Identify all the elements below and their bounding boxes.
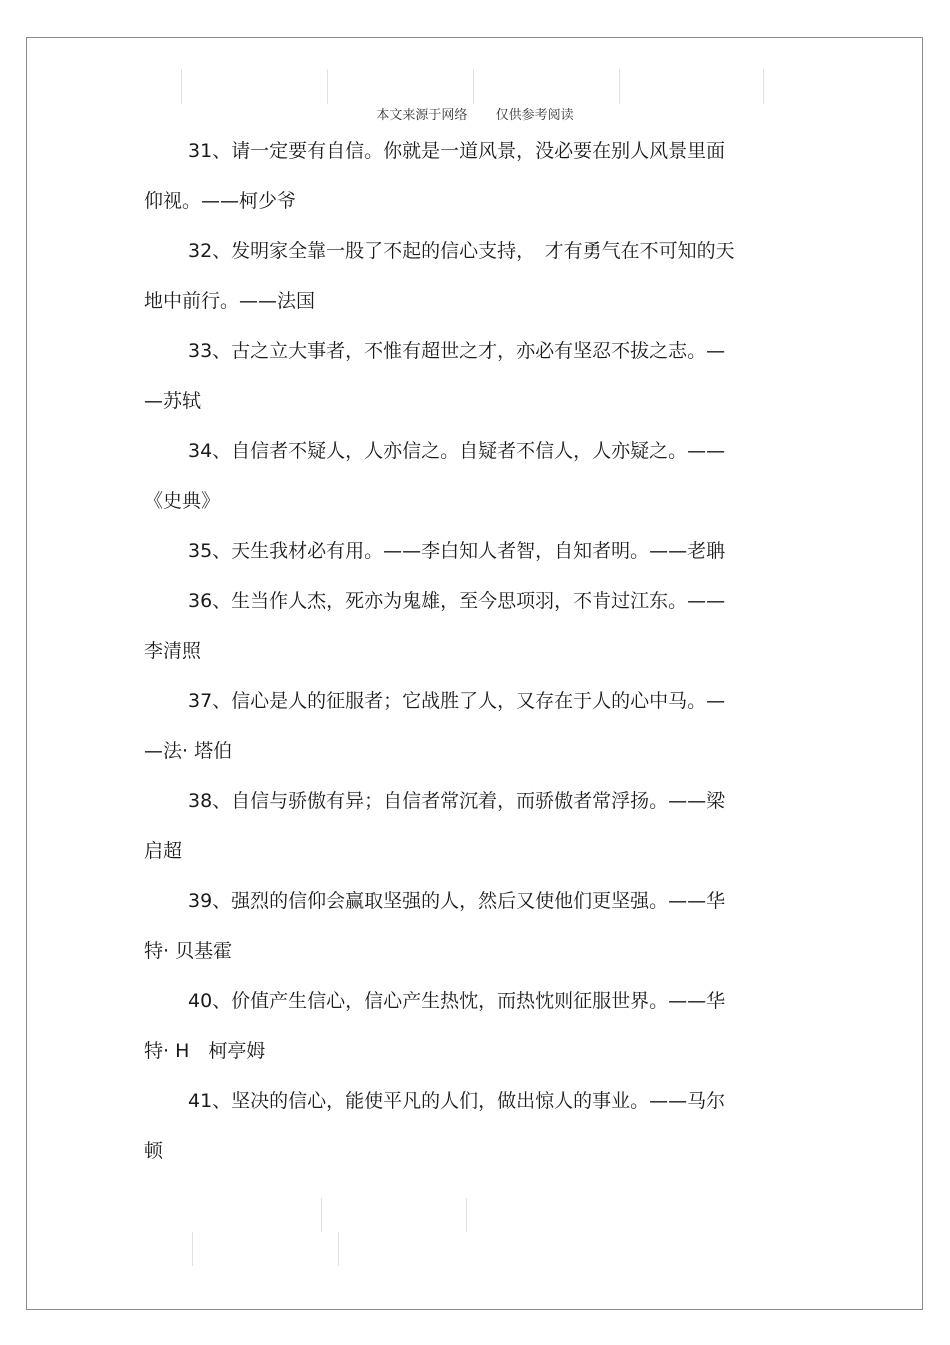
quote-text: 39、强烈的信仰会赢取坚强的人，然后又使他们更坚强。——华 bbox=[188, 890, 726, 912]
quote-text: 34、自信者不疑人，人亦信之。自疑者不信人，人亦疑之。—— bbox=[188, 440, 726, 462]
quote-item bbox=[144, 1076, 794, 1176]
source-note: 本文来源于网络 bbox=[376, 108, 468, 123]
header-divider bbox=[327, 69, 328, 104]
quote-text: 32、发明家全靠一股了不起的信心支持， 才有勇气在不可知的天 bbox=[188, 240, 735, 262]
header-divider bbox=[619, 69, 620, 104]
footer-divider bbox=[338, 1232, 339, 1266]
quote-text: 31、请一定要有自信。你就是一道风景，没必要在别人风景里面 bbox=[188, 140, 726, 162]
quote-item bbox=[144, 126, 794, 226]
quote-item bbox=[144, 776, 794, 876]
quote-item bbox=[144, 576, 794, 676]
quote-item bbox=[144, 976, 794, 1076]
quote-continuation: 李清照 bbox=[144, 640, 202, 662]
quote-continuation: —苏轼 bbox=[144, 390, 202, 412]
quote-list bbox=[144, 126, 794, 1176]
footer-divider bbox=[321, 1198, 322, 1232]
quote-text: 41、坚决的信心，能使平凡的人们，做出惊人的事业。——马尔 bbox=[188, 1090, 726, 1112]
quote-continuation: 启超 bbox=[144, 840, 183, 862]
quote-text: 36、生当作人杰，死亦为鬼雄，至今思项羽，不肯过江东。—— bbox=[188, 590, 726, 612]
quote-continuation: 地中前行。——法国 bbox=[144, 290, 316, 312]
quote-item bbox=[144, 876, 794, 976]
quote-item bbox=[144, 526, 794, 576]
quote-continuation: 仰视。——柯少爷 bbox=[144, 190, 297, 212]
quote-item bbox=[144, 226, 794, 326]
quote-continuation: —法· 塔伯 bbox=[144, 740, 233, 762]
footer-divider bbox=[466, 1198, 467, 1232]
quote-text: 37、信心是人的征服者；它战胜了人，又存在于人的心中马。— bbox=[188, 690, 726, 712]
quote-text: 33、古之立大事者，不惟有超世之才，亦必有坚忍不拔之志。— bbox=[188, 340, 726, 362]
quote-continuation: 特· H 柯亭姆 bbox=[144, 1040, 266, 1062]
quote-continuation: 特· 贝基霍 bbox=[144, 940, 233, 962]
footer-divider bbox=[192, 1232, 193, 1266]
quote-continuation: 顿 bbox=[144, 1140, 164, 1162]
reference-note: 仅供参考阅读 bbox=[495, 108, 574, 123]
quote-text: 38、自信与骄傲有异；自信者常沉着，而骄傲者常浮扬。——梁 bbox=[188, 790, 726, 812]
header-divider bbox=[763, 69, 764, 104]
page-header-note bbox=[0, 104, 950, 123]
quote-item bbox=[144, 326, 794, 426]
header-divider bbox=[473, 69, 474, 104]
quote-text: 35、天生我材必有用。——李白知人者智，自知者明。——老聃 bbox=[188, 540, 726, 562]
quote-continuation: 《史典》 bbox=[144, 490, 221, 512]
header-divider bbox=[181, 69, 182, 104]
quote-text: 40、价值产生信心，信心产生热忱，而热忱则征服世界。——华 bbox=[188, 990, 726, 1012]
quote-item bbox=[144, 426, 794, 526]
quote-item bbox=[144, 676, 794, 776]
